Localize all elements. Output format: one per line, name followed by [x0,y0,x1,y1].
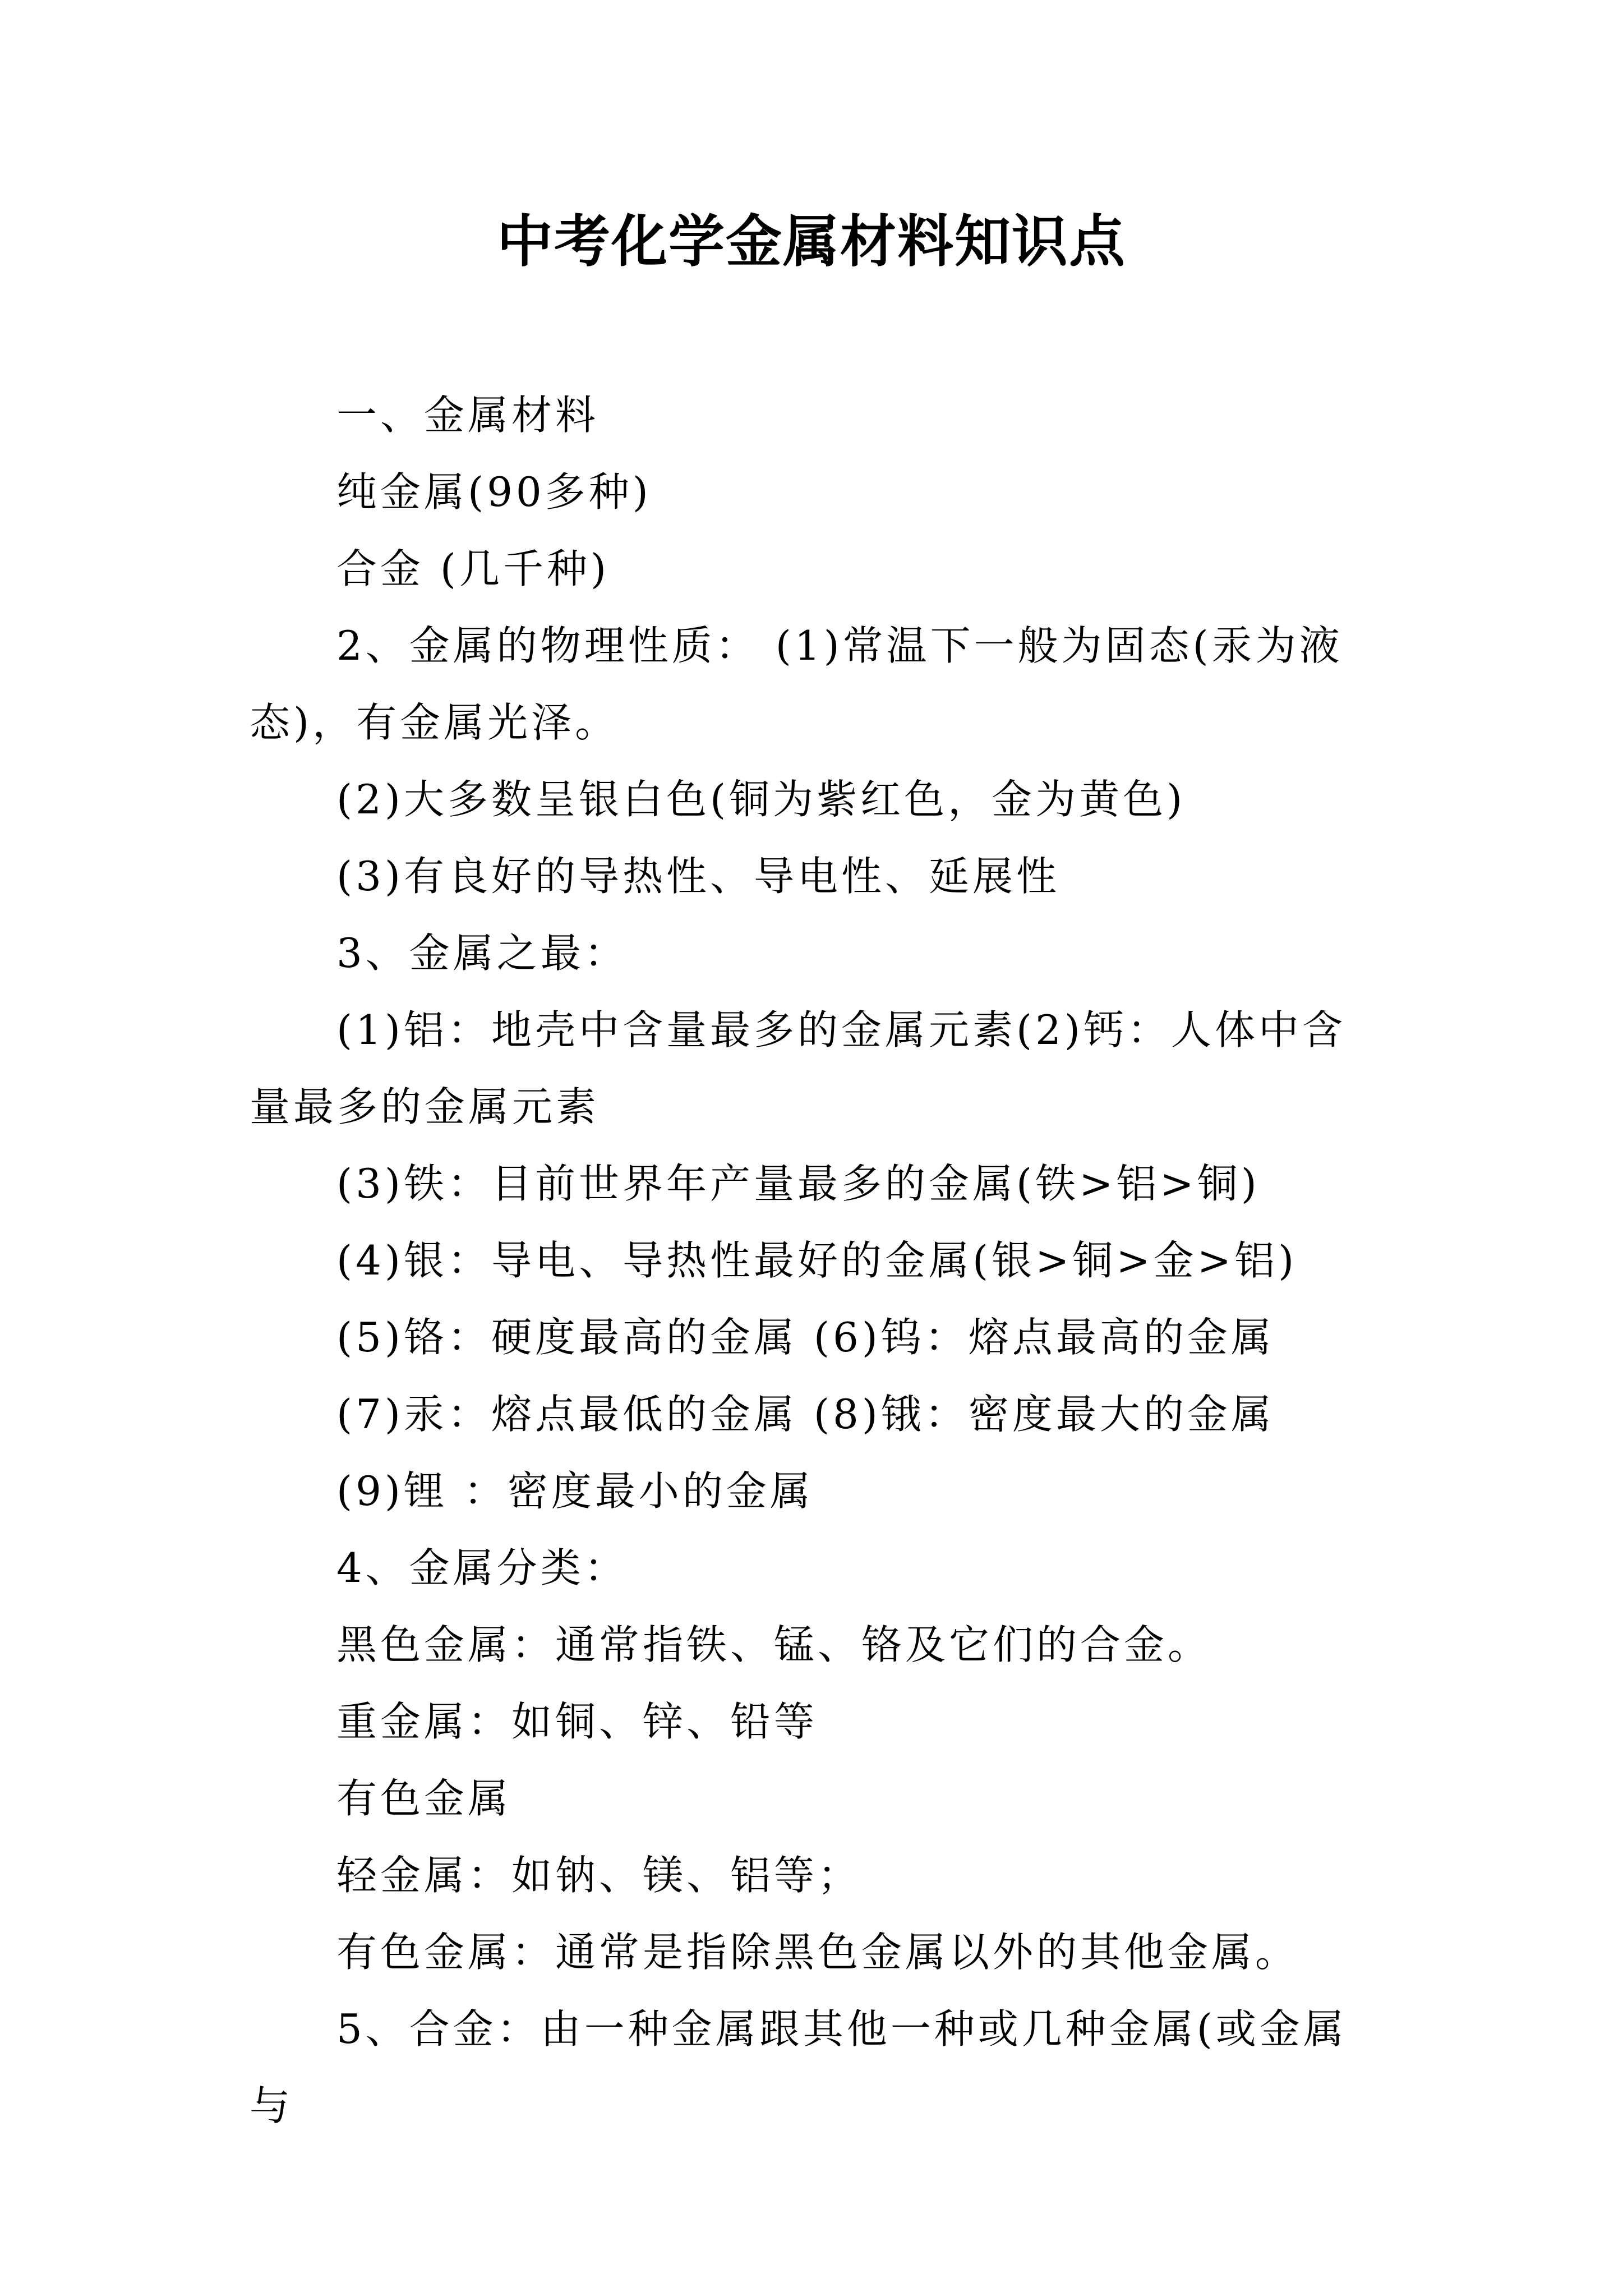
paragraph: 一、金属材料 [336,392,600,439]
document-title: 中考化学金属材料知识点 [497,208,1126,274]
paragraph: (3)有良好的导热性、导电性、延展性 [336,853,1060,900]
paragraph: (4)银：导电、导热性最好的金属(银>铜>金>铝) [336,1237,1298,1284]
paragraph: (3)铁：目前世界年产量最多的金属(铁>铝>铜) [336,1160,1260,1207]
paragraph: (2)大多数呈银白色(铜为紫红色，金为黄色) [336,776,1186,823]
paragraph: (9)锂 ：密度最小的金属 [336,1467,814,1515]
paragraph: 黑色金属：通常指铁、锰、铬及它们的合金。 [336,1621,1212,1668]
paragraph: 2、金属的物理性质： (1)常温下一般为固态(汞为液态)，有金属光泽。 [250,622,1343,746]
paragraph: 纯金属(90多种) [336,468,652,516]
paragraph: (1)铝：地壳中含量最多的金属元素(2)钙：人体中含量最多的金属元素 [250,1006,1346,1130]
document-body [250,377,1388,2145]
paragraph: (5)铬：硬度最高的金属 (6)钨：熔点最高的金属 [336,1314,1275,1361]
paragraph: 有色金属：通常是指除黑色金属以外的其他金属。 [336,1929,1299,1976]
paragraph: 合金 (几千种) [336,545,610,592]
paragraph: (7)汞：熔点最低的金属 (8)锇：密度最大的金属 [336,1391,1275,1438]
paragraph: 5、合金：由一种金属跟其他一种或几种金属(或金属与 [250,2005,1347,2129]
paragraph: 4、金属分类： [336,1544,628,1591]
paragraph: 3、金属之最： [336,930,628,977]
paragraph: 重金属：如铜、锌、铅等 [336,1698,818,1745]
paragraph: 有色金属 [336,1775,512,1822]
paragraph: 轻金属：如钠、镁、铝等； [336,1852,862,1899]
